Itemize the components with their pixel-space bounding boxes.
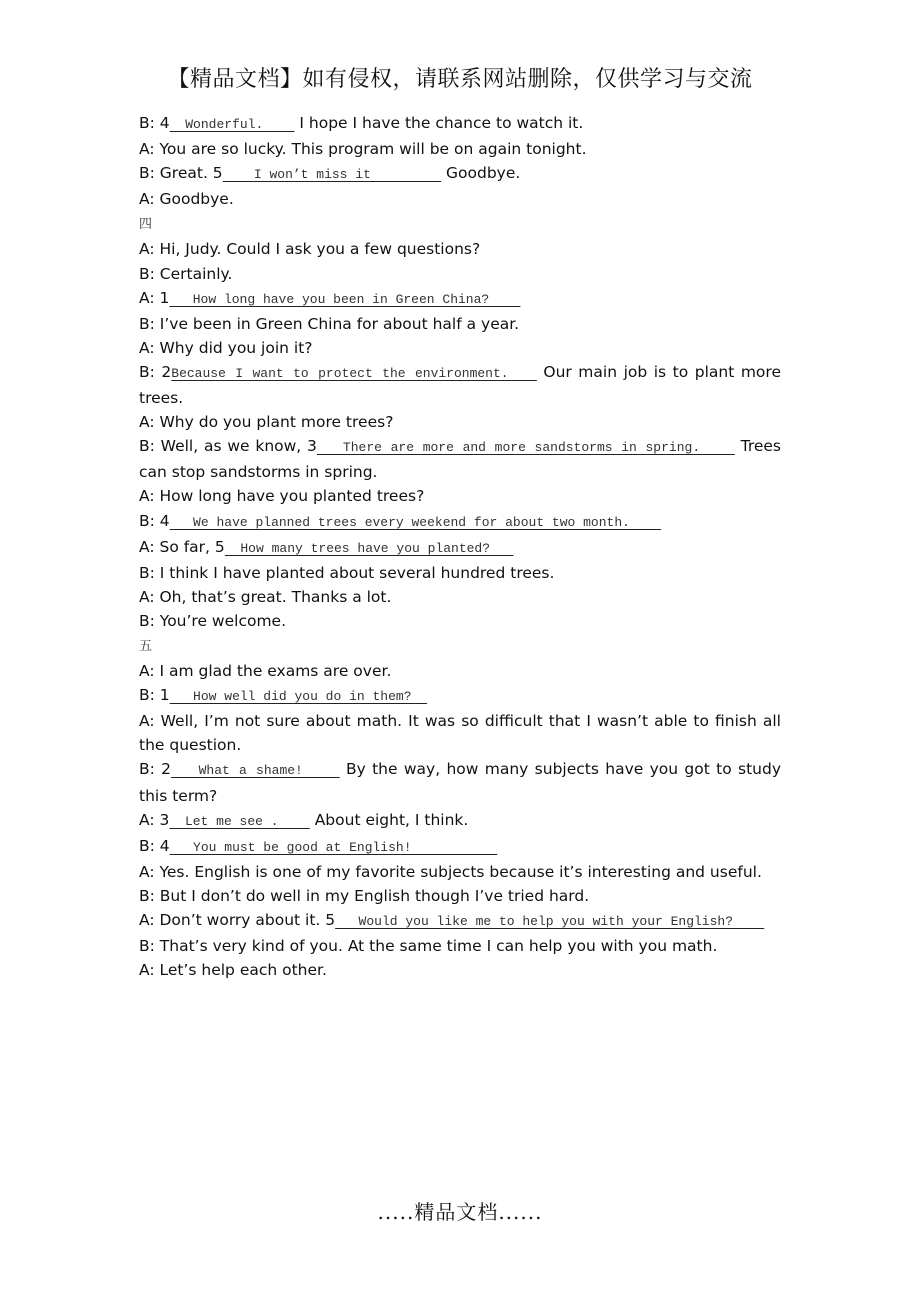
dialog-suffix: By the way, how many subjects have you got to study this term?: [139, 760, 781, 805]
filled-answer: You must be good at English!: [169, 839, 498, 855]
dialog-prefix: B: 4: [139, 114, 170, 132]
dialog-line-with-answer: [139, 286, 781, 312]
dialog-suffix: Our main job is to plant more trees.: [139, 362, 781, 408]
filled-answer: How well did you do in them?: [169, 689, 428, 705]
filled-answer: Would you like me to help you with your English?: [335, 914, 765, 929]
section-number: 四: [139, 217, 153, 233]
dialog-line-with-answer: [139, 161, 781, 187]
dialog-prefix: A: 1: [139, 288, 170, 307]
filled-answer: Let me see .: [169, 813, 310, 829]
filled-answer: How long have you been in Green China?: [169, 291, 521, 307]
dialog-line: A: You are so lucky. This program will be on again tonight.: [139, 140, 587, 159]
dialog-line-with-answer: [139, 434, 781, 484]
dialog-prefix: A: 3: [139, 810, 170, 829]
dialog-line: A: I am glad the exams are over.: [139, 662, 392, 681]
dialog-line-with-answer: [139, 908, 781, 934]
dialog-prefix: B: 1: [139, 686, 170, 705]
dialog-prefix: B: 4: [139, 836, 170, 855]
dialog-line: A: Let’s help each other.: [139, 961, 327, 980]
dialog-line: A: Goodbye.: [139, 190, 234, 209]
filled-answer: How many trees have you planted?: [224, 540, 514, 556]
dialog-prefix: B: 2: [139, 362, 172, 381]
section-marker: [139, 633, 781, 659]
section-marker: [139, 211, 781, 237]
dialog-line-with-answer: [139, 808, 781, 834]
filled-answer: I won’t miss it: [222, 167, 442, 183]
dialog-line: B: Certainly.: [139, 264, 233, 283]
dialog-suffix: Trees can stop sandstorms in spring.: [139, 437, 781, 482]
dialog-line: B: I’ve been in Green China for about half a year.: [139, 314, 520, 333]
dialog-line-with-answer: [139, 535, 781, 561]
dialog-line: B: But I don’t do well in my English though I’ve tried hard.: [139, 886, 590, 905]
section-number: 五: [139, 638, 153, 654]
page-footer: .....精品文档......: [377, 1200, 543, 1224]
dialog-suffix: About eight, I think.: [309, 810, 469, 829]
dialog-suffix: Goodbye.: [441, 164, 521, 183]
filled-answer: There are more and more sandstorms in spring.: [316, 440, 735, 456]
dialog-line: A: Why did you join it?: [139, 338, 313, 357]
dialog-line: A: Hi, Judy. Could I ask you a few questions?: [139, 240, 481, 259]
dialog-prefix: B: 4: [139, 511, 170, 530]
dialog-suffix: I hope I have the chance to watch it.: [294, 114, 584, 132]
dialog-prefix: A: Don’t worry about it. 5: [139, 911, 336, 929]
filled-answer: We have planned trees every weekend for about two month.: [169, 514, 662, 530]
page-header: 【精品文档】如有侵权，请联系网站删除，仅供学习与交流: [167, 67, 753, 92]
filled-answer: Because I want to protect the environment.: [171, 365, 537, 381]
dialog-prefix: A: So far, 5: [139, 537, 225, 556]
dialog-line-with-answer: [139, 111, 781, 137]
dialog-line-with-answer: [139, 683, 781, 709]
dialog-line: A: Yes. English is one of my favorite subjects because it’s interesting and useful.: [139, 862, 762, 881]
dialog-line: A: How long have you planted trees?: [139, 487, 425, 506]
dialog-line: A: Well, I’m not sure about math. It was so difficult that I wasn’t able to finish all the question.: [139, 712, 781, 755]
dialog-prefix: B: Great. 5: [139, 164, 223, 183]
dialog-line-with-answer: [139, 757, 781, 807]
document-body: [139, 111, 781, 982]
filled-answer: What a shame!: [171, 763, 340, 779]
dialog-line: A: Oh, that’s great. Thanks a lot.: [139, 587, 392, 606]
filled-answer: Wonderful.: [169, 117, 295, 132]
dialog-line-with-answer: [139, 834, 781, 860]
dialog-line: B: You’re welcome.: [139, 611, 287, 630]
dialog-line-with-answer: [139, 360, 781, 410]
dialog-prefix: B: 2: [139, 760, 172, 779]
dialog-line: B: That’s very kind of you. At the same time I can help you with you math.: [139, 937, 718, 956]
dialog-line-with-answer: [139, 509, 781, 535]
dialog-prefix: B: Well, as we know, 3: [139, 437, 317, 456]
dialog-line: A: Why do you plant more trees?: [139, 413, 394, 432]
dialog-line: B: I think I have planted about several hundred trees.: [139, 563, 555, 582]
